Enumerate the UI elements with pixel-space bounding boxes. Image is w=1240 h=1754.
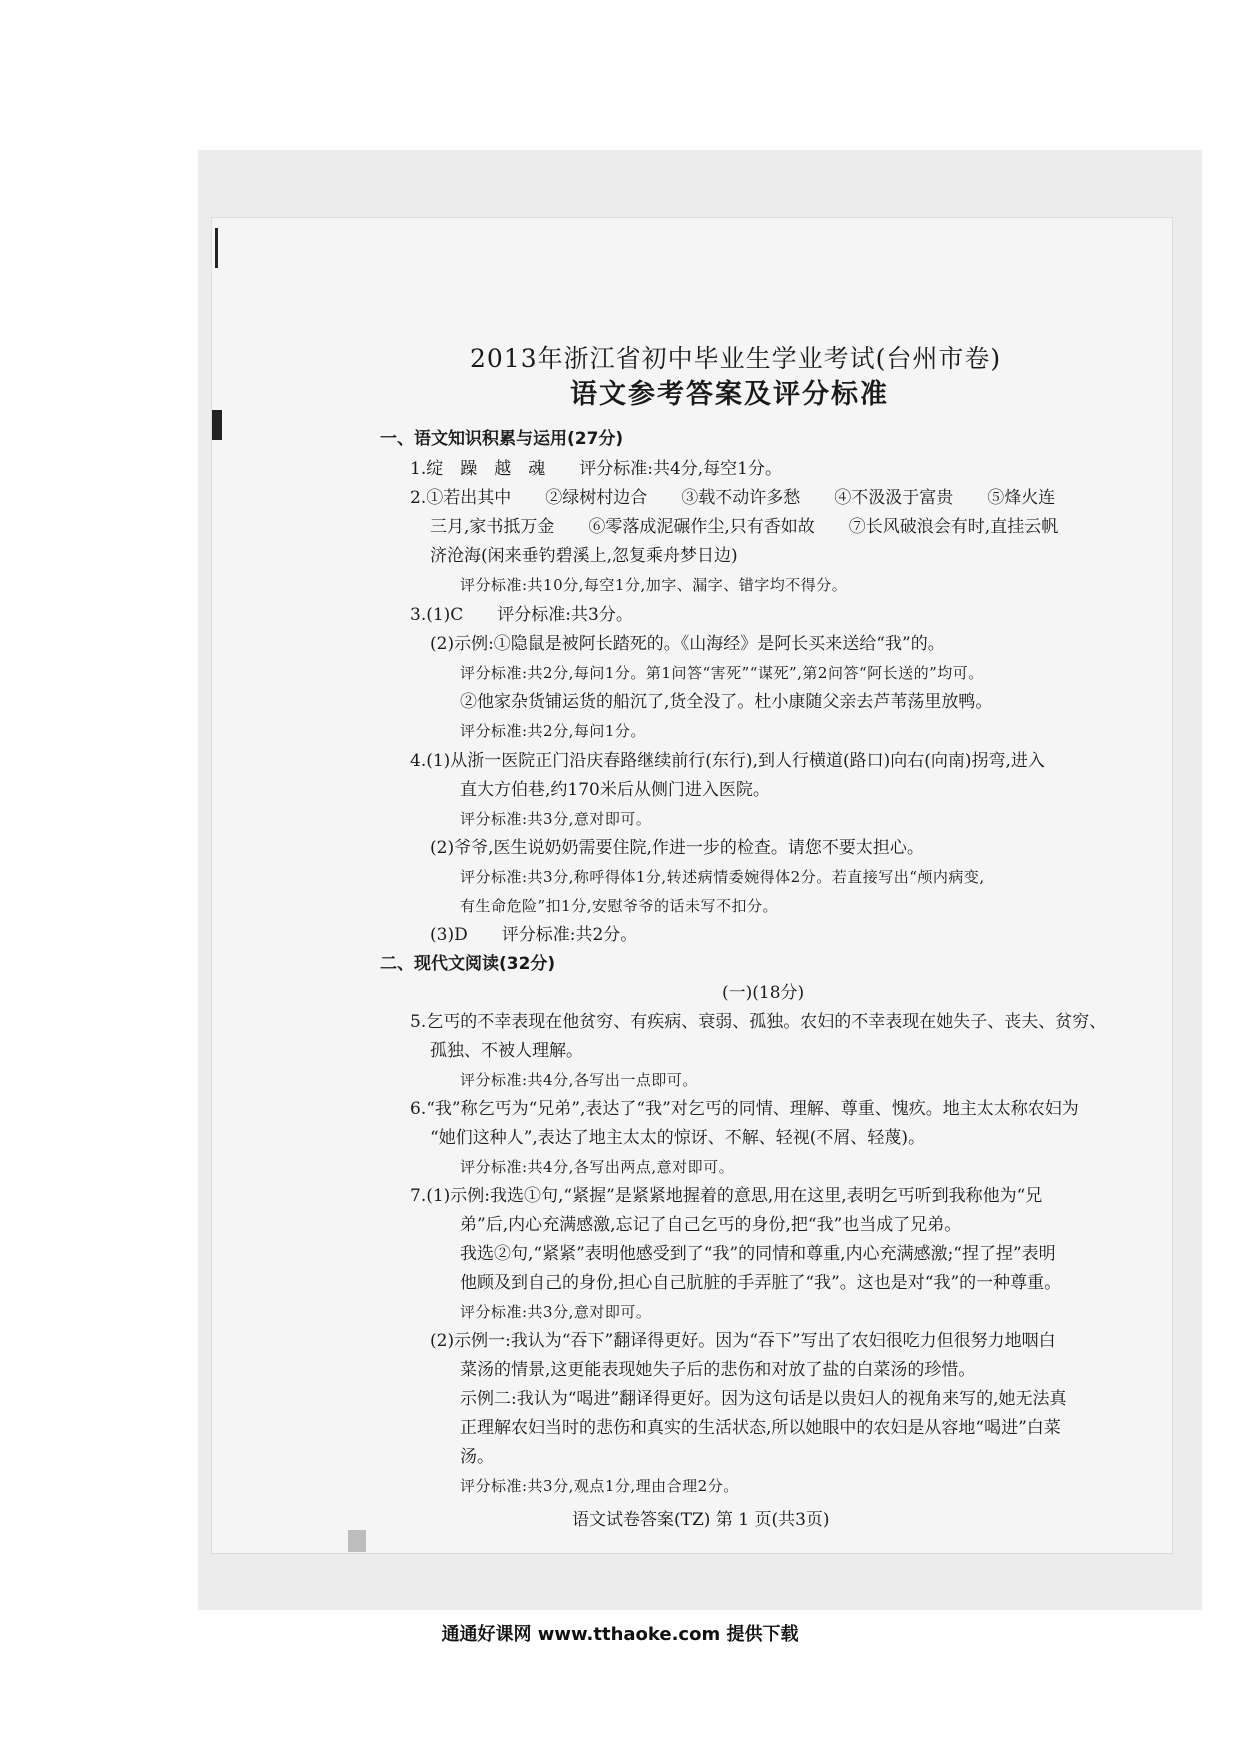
- answer-line: 6.“我”称乞丐为“兄弟”,表达了“我”对乞丐的同情、理解、尊重、愧疚。地主太太称农妇为: [410, 1099, 1079, 1119]
- scoring-standard-line: 评分标准:共4分,各写出一点即可。: [460, 1071, 698, 1089]
- answer-line: (2)示例:①隐鼠是被阿长踏死的。《山海经》是阿长买来送给“我”的。: [430, 634, 945, 654]
- answer-line: (3)D 评分标准:共2分。: [430, 925, 638, 945]
- scoring-standard-line: 评分标准:共3分,意对即可。: [460, 810, 652, 828]
- scoring-standard-line: 评分标准:共3分,称呼得体1分,转述病情委婉得体2分。若直接写出“颅内病变,: [460, 868, 985, 886]
- scoring-standard-line: 有生命危险”扣1分,安慰爷爷的话未写不扣分。: [460, 897, 778, 915]
- answer-line: 示例二:我认为“喝进”翻译得更好。因为这句话是以贵妇人的视角来写的,她无法真: [460, 1389, 1067, 1409]
- page-title: 2013年浙江省初中毕业生学业考试(台州市卷): [470, 344, 1002, 373]
- scoring-standard-line: 评分标准:共2分,每问1分。第1问答“害死”“谋死”,第2问答“阿长送的”均可。: [460, 664, 984, 682]
- answer-line: 语文试卷答案(TZ) 第 1 页(共3页): [572, 1510, 830, 1530]
- scoring-standard-line: 评分标准:共2分,每问1分。: [460, 722, 646, 740]
- answer-line: 他顾及到自己的身份,担心自己肮脏的手弄脏了“我”。这也是对“我”的一种尊重。: [460, 1273, 1062, 1293]
- footer-download-note: 通通好课网 www.tthaoke.com 提供下载: [441, 1624, 799, 1645]
- answer-line: ②他家杂货铺运货的船沉了,货全没了。杜小康随父亲去芦苇荡里放鸭。: [460, 692, 993, 712]
- answer-line: 孤独、不被人理解。: [430, 1041, 583, 1061]
- answer-line: 弟”后,内心充满感激,忘记了自己乞丐的身份,把“我”也当成了兄弟。: [460, 1215, 962, 1235]
- answer-line: 正理解农妇当时的悲伤和真实的生活状态,所以她眼中的农妇是从容地“喝进”白菜: [460, 1418, 1061, 1438]
- answer-line: 我选②句,“紧紧”表明他感受到了“我”的同情和尊重,内心充满感激;“捏了捏”表明: [460, 1244, 1056, 1264]
- answer-line: (一)(18分): [722, 983, 805, 1003]
- answer-line: 7.(1)示例:我选①句,“紧握”是紧紧地握着的意思,用在这里,表明乞丐听到我称他为“兄: [410, 1186, 1043, 1206]
- answer-line: 直大方伯巷,约170米后从侧门进入医院。: [460, 780, 770, 800]
- scoring-standard-line: 评分标准:共3分,观点1分,理由合理2分。: [460, 1477, 739, 1495]
- answer-line: 2.①若出其中 ②绿树村边合 ③载不动许多愁 ④不汲汲于富贵 ⑤烽火连: [410, 488, 1056, 508]
- answer-line: (2)爷爷,医生说奶奶需要住院,作进一步的检查。请您不要太担心。: [430, 838, 924, 858]
- answer-line: 5.乞丐的不幸表现在他贫穷、有疾病、衰弱、孤独。农妇的不幸表现在她失子、丧夫、贫穷、: [410, 1012, 1107, 1032]
- answer-line: 1.绽 躁 越 魂 评分标准:共4分,每空1分。: [410, 459, 782, 479]
- answer-line: 菜汤的情景,这更能表现她失子后的悲伤和对放了盐的白菜汤的珍惜。: [460, 1360, 976, 1380]
- answer-line: 3.(1)C 评分标准:共3分。: [410, 605, 633, 625]
- scoring-standard-line: 评分标准:共4分,各写出两点,意对即可。: [460, 1158, 735, 1176]
- answer-line: 4.(1)从浙一医院正门沿庆春路继续前行(东行),到人行横道(路口)向右(向南)拐弯,进入: [410, 751, 1045, 771]
- answer-line: (2)示例一:我认为“吞下”翻译得更好。因为“吞下”写出了农妇很吃力但很努力地咽白: [430, 1331, 1056, 1351]
- scoring-standard-line: 评分标准:共3分,意对即可。: [460, 1303, 652, 1321]
- section-heading: 二、现代文阅读(32分): [380, 954, 556, 974]
- answer-line: 济沧海(闲来垂钓碧溪上,忽复乘舟梦日边): [430, 546, 738, 566]
- scoring-standard-line: 评分标准:共10分,每空1分,加字、漏字、错字均不得分。: [460, 576, 848, 594]
- page-subtitle: 语文参考答案及评分标准: [570, 379, 889, 410]
- answer-line: 汤。: [460, 1447, 494, 1467]
- answer-line: 三月,家书抵万金 ⑥零落成泥碾作尘,只有香如故 ⑦长风破浪会有时,直挂云帆: [430, 517, 1059, 537]
- answer-line: “她们这种人”,表达了地主太太的惊讶、不解、轻视(不屑、轻蔑)。: [430, 1128, 926, 1148]
- section-heading: 一、语文知识积累与运用(27分): [380, 429, 624, 449]
